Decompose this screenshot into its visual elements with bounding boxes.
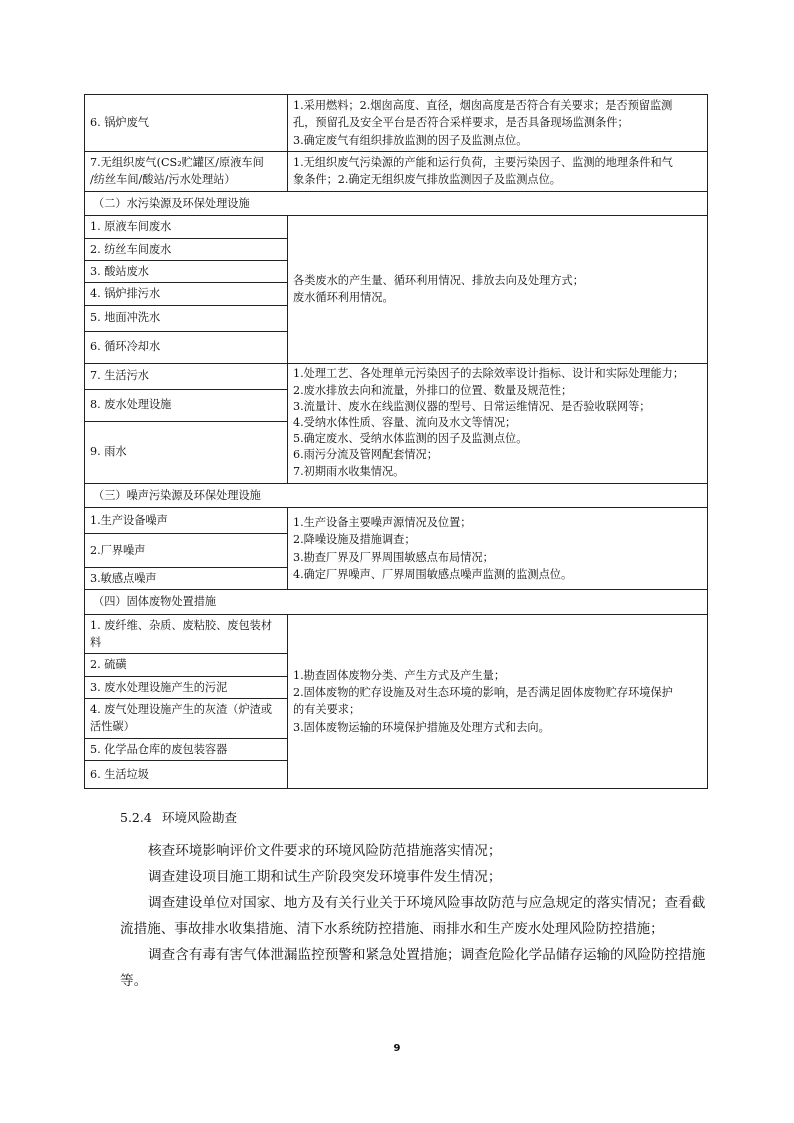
row-description [288,363,708,483]
row-label: 1.生产设备噪声 [85,507,288,533]
survey-table [84,94,708,789]
row-label: 2.厂界噪声 [85,533,288,567]
desc-line: 1.生产设备主要噪声源情况及位置； [293,515,472,529]
desc-line: 废水循环利用情况。 [293,291,394,305]
row-label: 9. 雨水 [85,421,288,483]
row-label: 4. 废气处理设施产生的灰渣（炉渣或活性碳） [85,699,288,739]
desc-line: 6.雨污分流及管网配套情况； [293,448,438,462]
desc-line: 1.处理工艺、各处理单元污染因子的去除效率设计指标、设计和实际处理能力； [293,367,685,381]
label-line: /纺丝车间/酸站/污水处理站） [90,173,236,187]
row-label: 3. 酸站废水 [85,260,288,282]
row-label: 7. 生活污水 [85,363,288,389]
desc-line: 1.无组织废气污染源的产能和运行负荷，主要污染因子、监测的地理条件和气 [293,156,673,170]
desc-line: 孔，预留孔及安全平台是否符合采样要求，是否具备现场监测条件； [293,116,629,130]
desc-line: 2.废水排放去向和流量，外排口的位置、数量及规范性； [293,383,573,397]
row-label: 4. 锅炉排污水 [85,283,288,305]
paragraph: 调查建设单位对国家、地方及有关行业关于环境风险事故防范与应急规定的落实情况；查看截流措施、事故排水收集措施、清下水系统防控措施、雨排水和生产废水处理风险防控措施； [120,895,706,937]
table-row [85,95,708,152]
row-label: 2. 纺丝车间废水 [85,238,288,260]
content-table-wrapper [84,94,707,789]
desc-line: 各类废水的产生量、循环利用情况、排放去向及处理方式； [293,274,584,288]
section-title: （二）水污染源及环保处理设施 [85,191,708,215]
desc-line: 2.固体废物的贮存设施及对生态环境的影响，是否满足固体废物贮存环境保护 [293,686,673,700]
section-title: 环境风险勘查 [162,810,238,825]
row-label: 3.敏感点噪声 [85,567,288,589]
desc-line: 1.采用燃料；2.烟囱高度、直径，烟囱高度是否符合有关要求；是否预留监测 [293,99,673,112]
section-row [85,483,708,507]
desc-line: 1.勘查固体废物分类、产生方式及产生量； [293,668,506,682]
desc-line: 2.降噪设施及措施调查； [293,533,416,547]
desc-line: 3.流量计、废水在线监测仪器的型号、日常运维情况、是否验收联网等； [293,399,651,413]
paragraph: 调查含有毒有害气体泄漏监控预警和紧急处置措施；调查危险化学品储存运输的风险防控措施等。 [120,947,706,989]
desc-line: 5.确定废水、受纳水体监测的因子及监测点位。 [293,432,528,446]
label-line: 7.无组织废气(CS₂贮罐区/原液车间 [90,156,264,170]
table-row [85,152,708,192]
row-label [85,152,288,192]
row-label: 1. 废纤维、杂质、废粘胶、废包装材料 [85,614,288,654]
section-number: 5.2.4 [120,810,152,825]
table-row [85,216,708,238]
row-label: 2. 硫磺 [85,654,288,676]
desc-line: 4.受纳水体性质、容量、流向及水文等情况； [293,415,517,429]
section-title: （三）噪声污染源及环保处理设施 [85,483,708,507]
table-row [85,363,708,389]
desc-line: 3.确定废气有组织排放监测的因子及监测点位。 [293,133,528,147]
row-label: 5. 化学品仓库的废包装容器 [85,738,288,760]
desc-line: 象条件；2.确定无组织废气排放监测因子及监测点位。 [293,173,561,187]
row-label: 6. 锅炉废气 [85,95,288,152]
row-description [288,95,708,152]
row-label: 6. 生活垃圾 [85,761,288,789]
desc-line: 3.固体废物运输的环境保护措施及处理方式和去向。 [293,720,550,734]
row-description [288,152,708,192]
section-heading [120,808,237,826]
desc-line: 3.勘查厂界及厂界周围敏感点布局情况； [293,550,494,564]
desc-line: 7.初期雨水收集情况。 [293,464,405,478]
row-description [288,507,708,589]
paragraph: 核查环境影响评价文件要求的环境风险防范措施落实情况； [148,843,502,859]
desc-line: 的有关要求； [293,703,361,717]
paragraph: 调查建设项目施工期和试生产阶段突发环境事件发生情况； [148,869,502,885]
body-text [120,838,710,994]
row-label: 3. 废水处理设施产生的污泥 [85,676,288,698]
table-row [85,614,708,654]
row-label: 1. 原液车间废水 [85,216,288,238]
row-label: 5. 地面冲洗水 [85,305,288,331]
desc-line: 4.确定厂界噪声、厂界周围敏感点噪声监测的监测点位。 [293,567,573,581]
section-row [85,590,708,614]
page-number: 9 [393,1043,401,1054]
row-label: 8. 废水处理设施 [85,389,288,421]
row-description [288,216,708,363]
row-description [288,614,708,789]
table-row [85,507,708,533]
row-label: 6. 循环冷却水 [85,331,288,363]
section-row [85,191,708,215]
section-title: （四）固体废物处置措施 [85,590,708,614]
